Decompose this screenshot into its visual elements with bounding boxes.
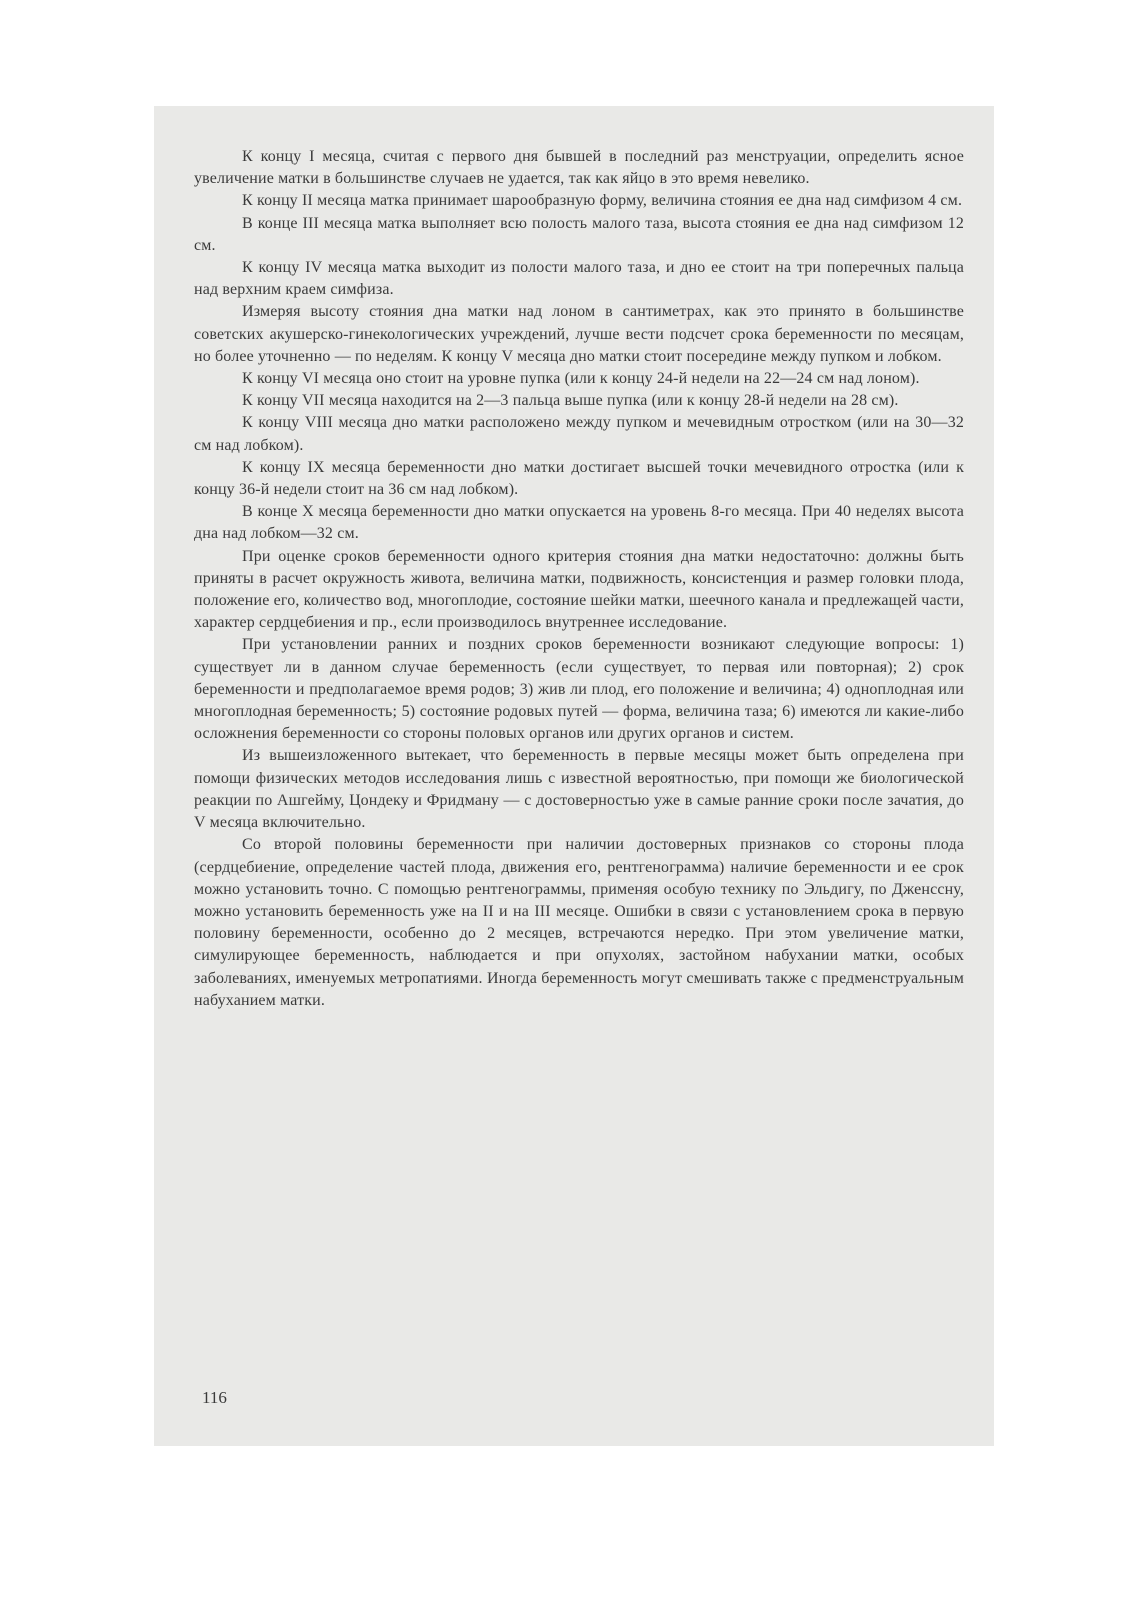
body-text xyxy=(194,146,964,1012)
paragraph-month-2: К концу II месяца матка принимает шарообразную форму, величина стояния ее дна над симфизом 4 см. xyxy=(242,192,963,210)
paragraph-second-half: Со второй половины беременности при наличии достоверных признаков со стороны плода (сердцебиение, определение частей плода, движения его, рентгенограмма) наличие беременности и ее срок можно установить точно. С помощью рентгенограммы, применяя особую технику по Эльдигу, по Дженссну, можно установить беременность уже на II и на III месяце. Ошибки в связи с установлением срока в первую половину беременности, особенно до 2 месяцев, встречаются нередко. При этом увеличение матки, симулирующее беременность, наблюдается и при опухолях, застойном набухании матки, особых заболеваниях, именуемых метропатиями. Иногда беременность могут смешивать также с предменструальным набуханием матки. xyxy=(194,836,964,1009)
paragraph-assessment: При оценке сроков беременности одного критерия стояния дна матки недостаточно: должны быть приняты в расчет окружность живота, величина матки, подвижность, консистенция и размер головки плода, положение его, количество вод, многоплодие, состояние шейки матки, шеечного канала и предлежащей части, характер сердцебиения и пр., если производилось внутреннее исследование. xyxy=(194,547,964,632)
book-page xyxy=(154,106,994,1446)
paragraph-conclusion: Из вышеизложенного вытекает, что беременность в первые месяцы может быть определена при помощи физических методов исследования лишь с известной вероятностью, при помощи же биологической реакции по Ашгейму, Цондеку и Фридману — с достоверностью уже в самые ранние сроки после зачатия, до V месяца включительно. xyxy=(194,747,964,832)
paragraph-month-4: К концу IV месяца матка выходит из полости малого таза, и дно ее стоит на три поперечных пальца над верхним краем симфиза. xyxy=(194,259,964,299)
paragraph-month-6: К концу VI месяца оно стоит на уровне пупка (или к концу 24-й недели на 22—24 см над лоном). xyxy=(242,370,920,388)
paragraph-questions: При установлении ранних и поздних сроков беременности возникают следующие вопросы: 1) существует ли в данном случае беременность (если существует, то первая или повторная); 2) срок беременности и предполагаемое время родов; 3) жив ли плод, его положение и величина; 4) одноплодная или многоплодная беременность; 5) состояние родовых путей — форма, величина таза; 6) имеются ли какие-либо осложнения беременности со стороны половых органов или других органов и систем. xyxy=(194,636,964,743)
page-number: 116 xyxy=(202,1388,227,1407)
paragraph-month-8: К концу VIII месяца дно матки расположено между пупком и мечевидным отростком (или на 30—32 см над лобком). xyxy=(194,414,964,454)
paragraph-measuring: Измеряя высоту стояния дна матки над лоном в сантиметрах, как это принято в большинстве советских акушерско-гинекологических учреждений, лучше вести подсчет срока беременности по месяцам, но более уточненно — по неделям. К концу V месяца дно матки стоит посередине между пупком и лобком. xyxy=(194,303,964,365)
paragraph-month-3: В конце III месяца матка выполняет всю полость малого таза, высота стояния ее дна над симфизом 12 см. xyxy=(194,214,964,254)
paragraph-month-1: К концу I месяца, считая с первого дня бывшей в последний раз менструации, определить ясное увеличение матки в большинстве случаев не удается, так как яйцо в это время невелико. xyxy=(194,148,964,188)
paragraph-month-7: К концу VII месяца находится на 2—3 пальца выше пупка (или к концу 28-й недели на 28 см). xyxy=(242,392,899,410)
paragraph-month-10: В конце X месяца беременности дно матки опускается на уровень 8-го месяца. При 40 неделях высота дна над лобком—32 см. xyxy=(194,503,964,543)
paragraph-month-9: К концу IX месяца беременности дно матки достигает высшей точки мечевидного отростка (или к концу 36-й недели стоит на 36 см над лобком). xyxy=(194,458,964,499)
